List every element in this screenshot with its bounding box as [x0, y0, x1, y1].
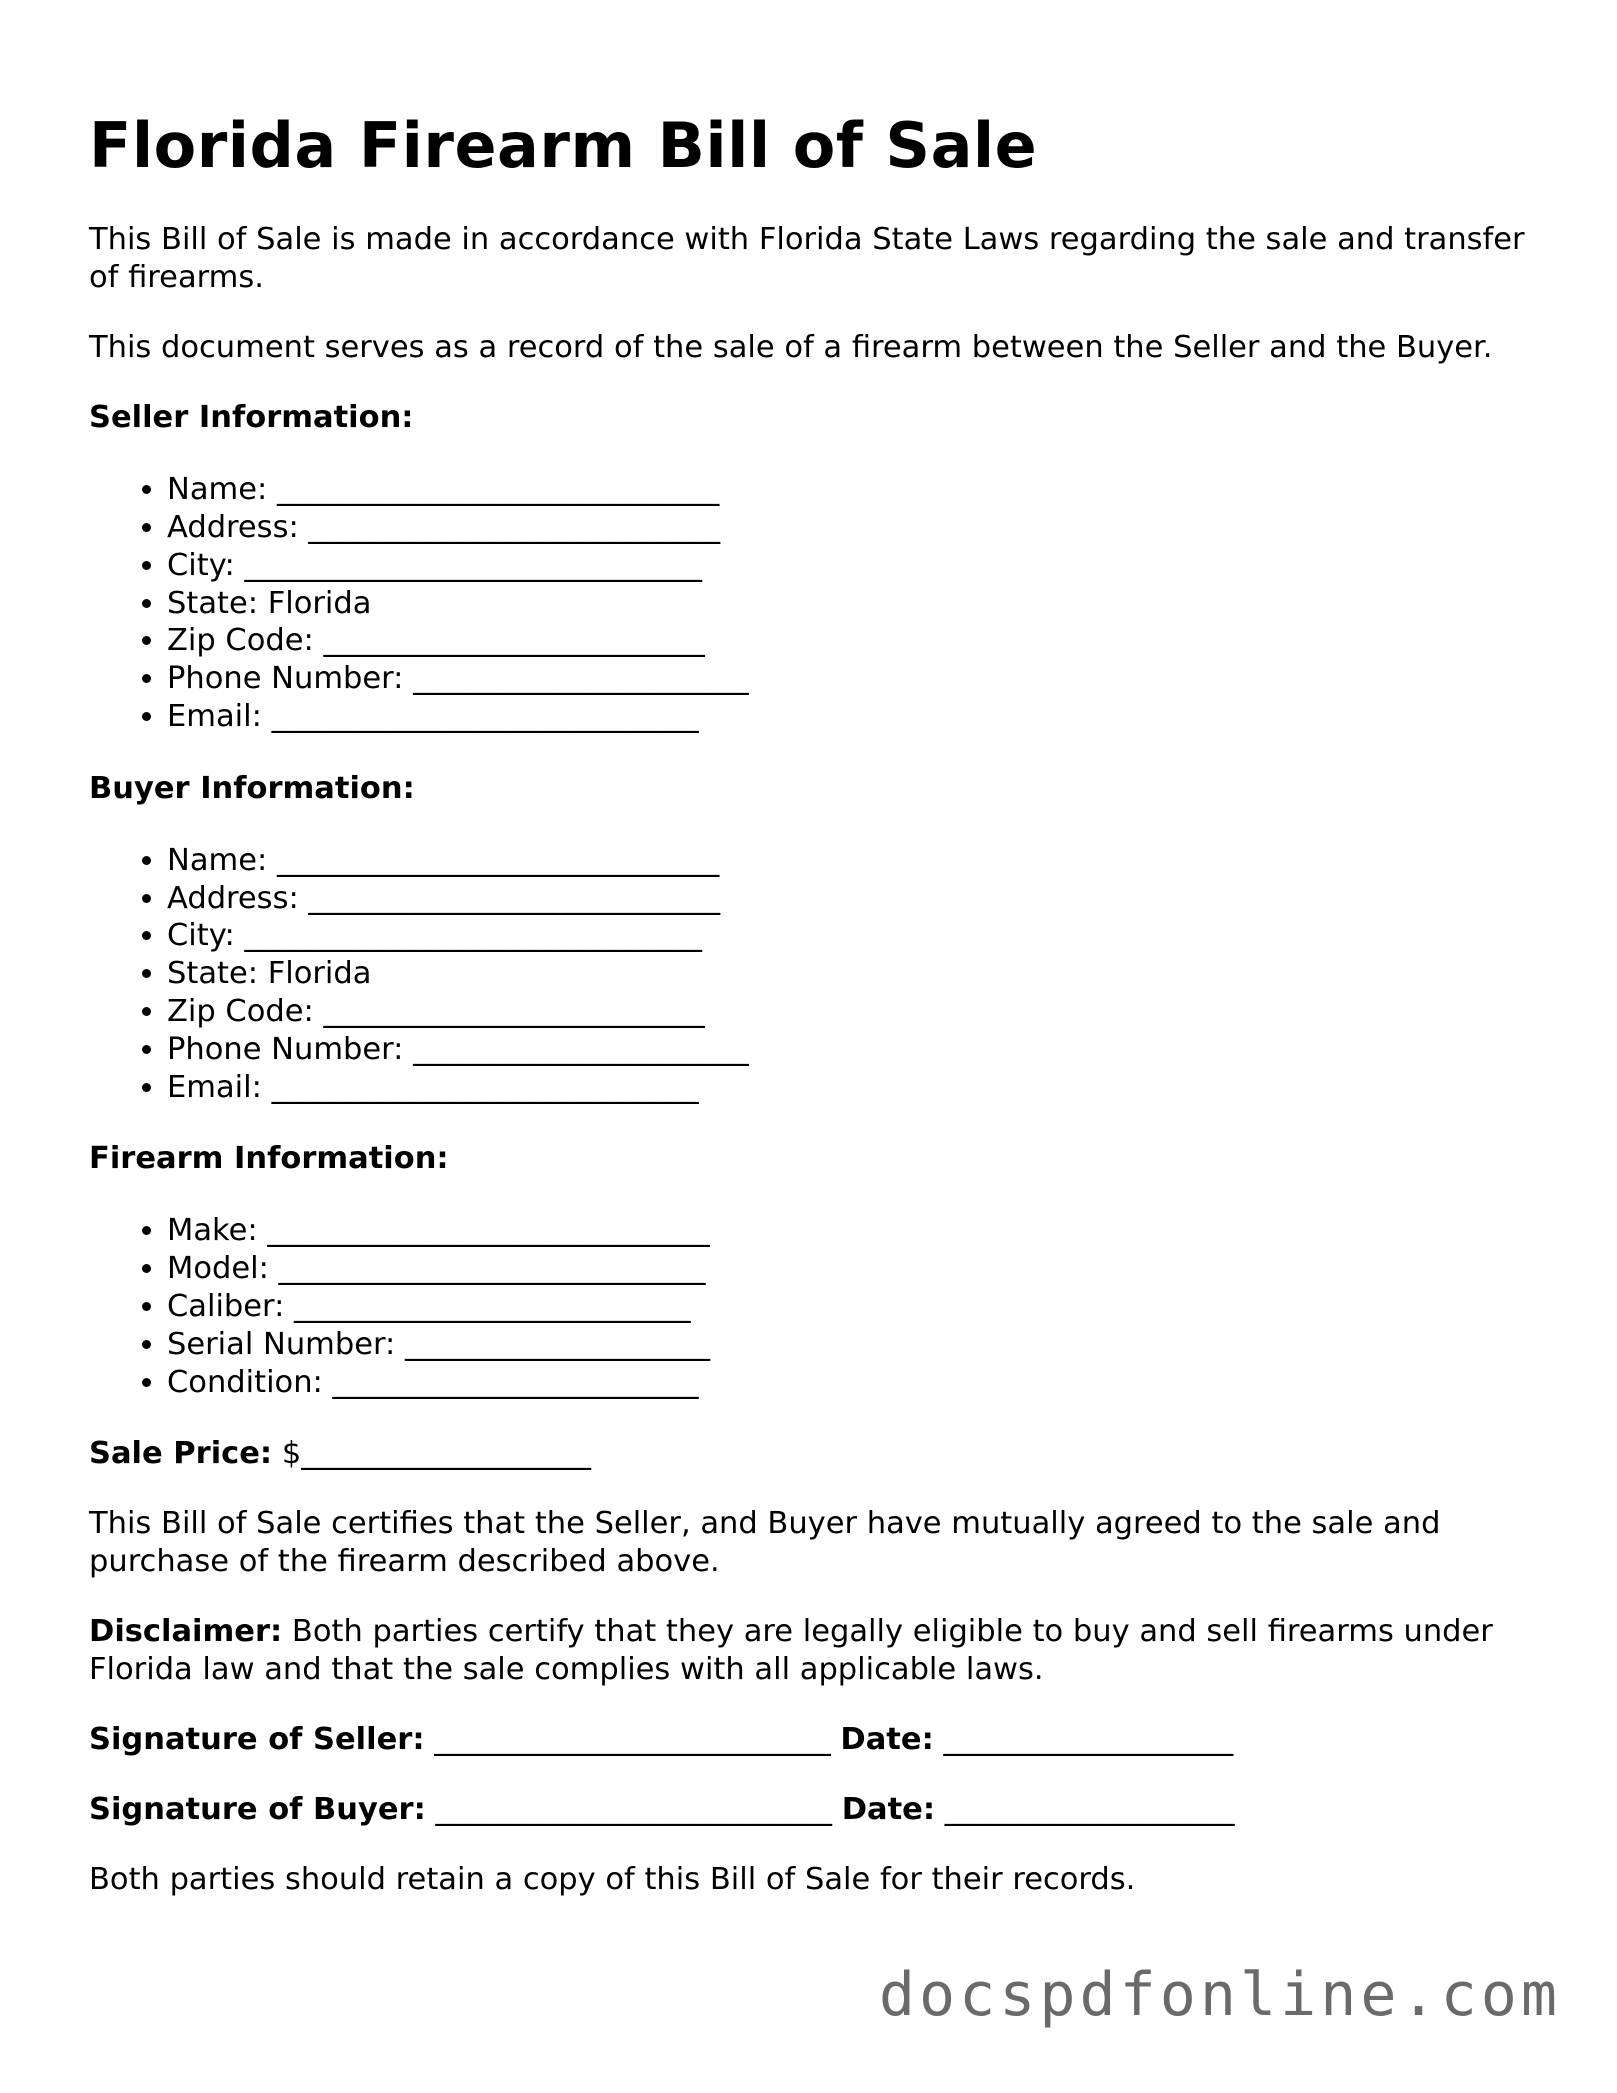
buyer-name-field: • Name: _____________________________: [167, 842, 1529, 880]
firearm-section-heading: Firearm Information:: [89, 1141, 449, 1177]
seller-zip-field: • Zip Code: _________________________: [167, 622, 1529, 660]
firearm-make-field: • Make: _____________________________: [167, 1212, 1529, 1250]
seller-info-list: [89, 471, 1529, 736]
buyer-phone-field: • Phone Number: ______________________: [167, 1031, 1529, 1069]
seller-address-field: • Address: ___________________________: [167, 509, 1529, 547]
buyer-email-field: • Email: ____________________________: [167, 1069, 1529, 1107]
certification-paragraph: This Bill of Sale certifies that the Seller, and Buyer have mutually agreed to the sale and purchase of the firearm described above.: [89, 1506, 1441, 1580]
seller-signature-line: [89, 1721, 1529, 1759]
intro-paragraph-1: This Bill of Sale is made in accordance with Florida State Laws regarding the sale and transfer of firearms.: [89, 222, 1525, 296]
firearm-model-field: • Model: ____________________________: [167, 1250, 1529, 1288]
buyer-signature-blank: __________________________: [425, 1792, 842, 1828]
buyer-section-heading: Buyer Information:: [89, 770, 415, 806]
seller-signature-blank: __________________________: [424, 1722, 841, 1758]
watermark-text: docspdfonline.com: [878, 1960, 1561, 2030]
buyer-signature-line: [89, 1791, 1529, 1829]
page-title: Florida Firearm Bill of Sale: [89, 109, 1038, 182]
buyer-info-list: [89, 842, 1529, 1107]
buyer-signature-label: Signature of Buyer:: [89, 1792, 426, 1828]
disclaimer-label: Disclaimer:: [89, 1614, 283, 1650]
document-page: [89, 110, 1529, 1931]
firearm-info-list: [89, 1212, 1529, 1401]
buyer-date-label: Date:: [841, 1792, 936, 1828]
seller-date-label: Date:: [840, 1722, 934, 1758]
buyer-date-blank: ___________________: [935, 1792, 1235, 1828]
seller-name-field: • Name: _____________________________: [167, 471, 1529, 509]
firearm-condition-field: • Condition: ________________________: [167, 1364, 1529, 1402]
seller-state-field: • State: Florida: [167, 585, 1529, 623]
disclaimer-paragraph: [89, 1613, 1529, 1689]
buyer-address-field: • Address: ___________________________: [167, 880, 1529, 918]
firearm-serial-field: • Serial Number: ____________________: [167, 1326, 1529, 1364]
buyer-zip-field: • Zip Code: _________________________: [167, 993, 1529, 1031]
sale-price-line: [89, 1435, 1529, 1473]
sale-price-label: Sale Price:: [89, 1436, 273, 1472]
buyer-city-field: • City: ______________________________: [167, 917, 1529, 955]
intro-paragraph-2: This document serves as a record of the sale of a firearm between the Seller and the Buyer.: [89, 330, 1493, 366]
seller-email-field: • Email: ____________________________: [167, 698, 1529, 736]
seller-date-blank: ___________________: [933, 1722, 1234, 1758]
seller-signature-label: Signature of Seller:: [89, 1722, 425, 1758]
seller-city-field: • City: ______________________________: [167, 547, 1529, 585]
firearm-caliber-field: • Caliber: __________________________: [167, 1288, 1529, 1326]
seller-section-heading: Seller Information:: [89, 400, 414, 436]
closing-paragraph: Both parties should retain a copy of this Bill of Sale for their records.: [89, 1862, 1136, 1898]
buyer-state-field: • State: Florida: [167, 955, 1529, 993]
seller-phone-field: • Phone Number: ______________________: [167, 660, 1529, 698]
sale-price-blank: $___________________: [281, 1436, 591, 1472]
disclaimer-text: Both parties certify that they are legally eligible to buy and sell firearms under Florida law and that the sale complies with all applicable laws.: [89, 1614, 1493, 1688]
